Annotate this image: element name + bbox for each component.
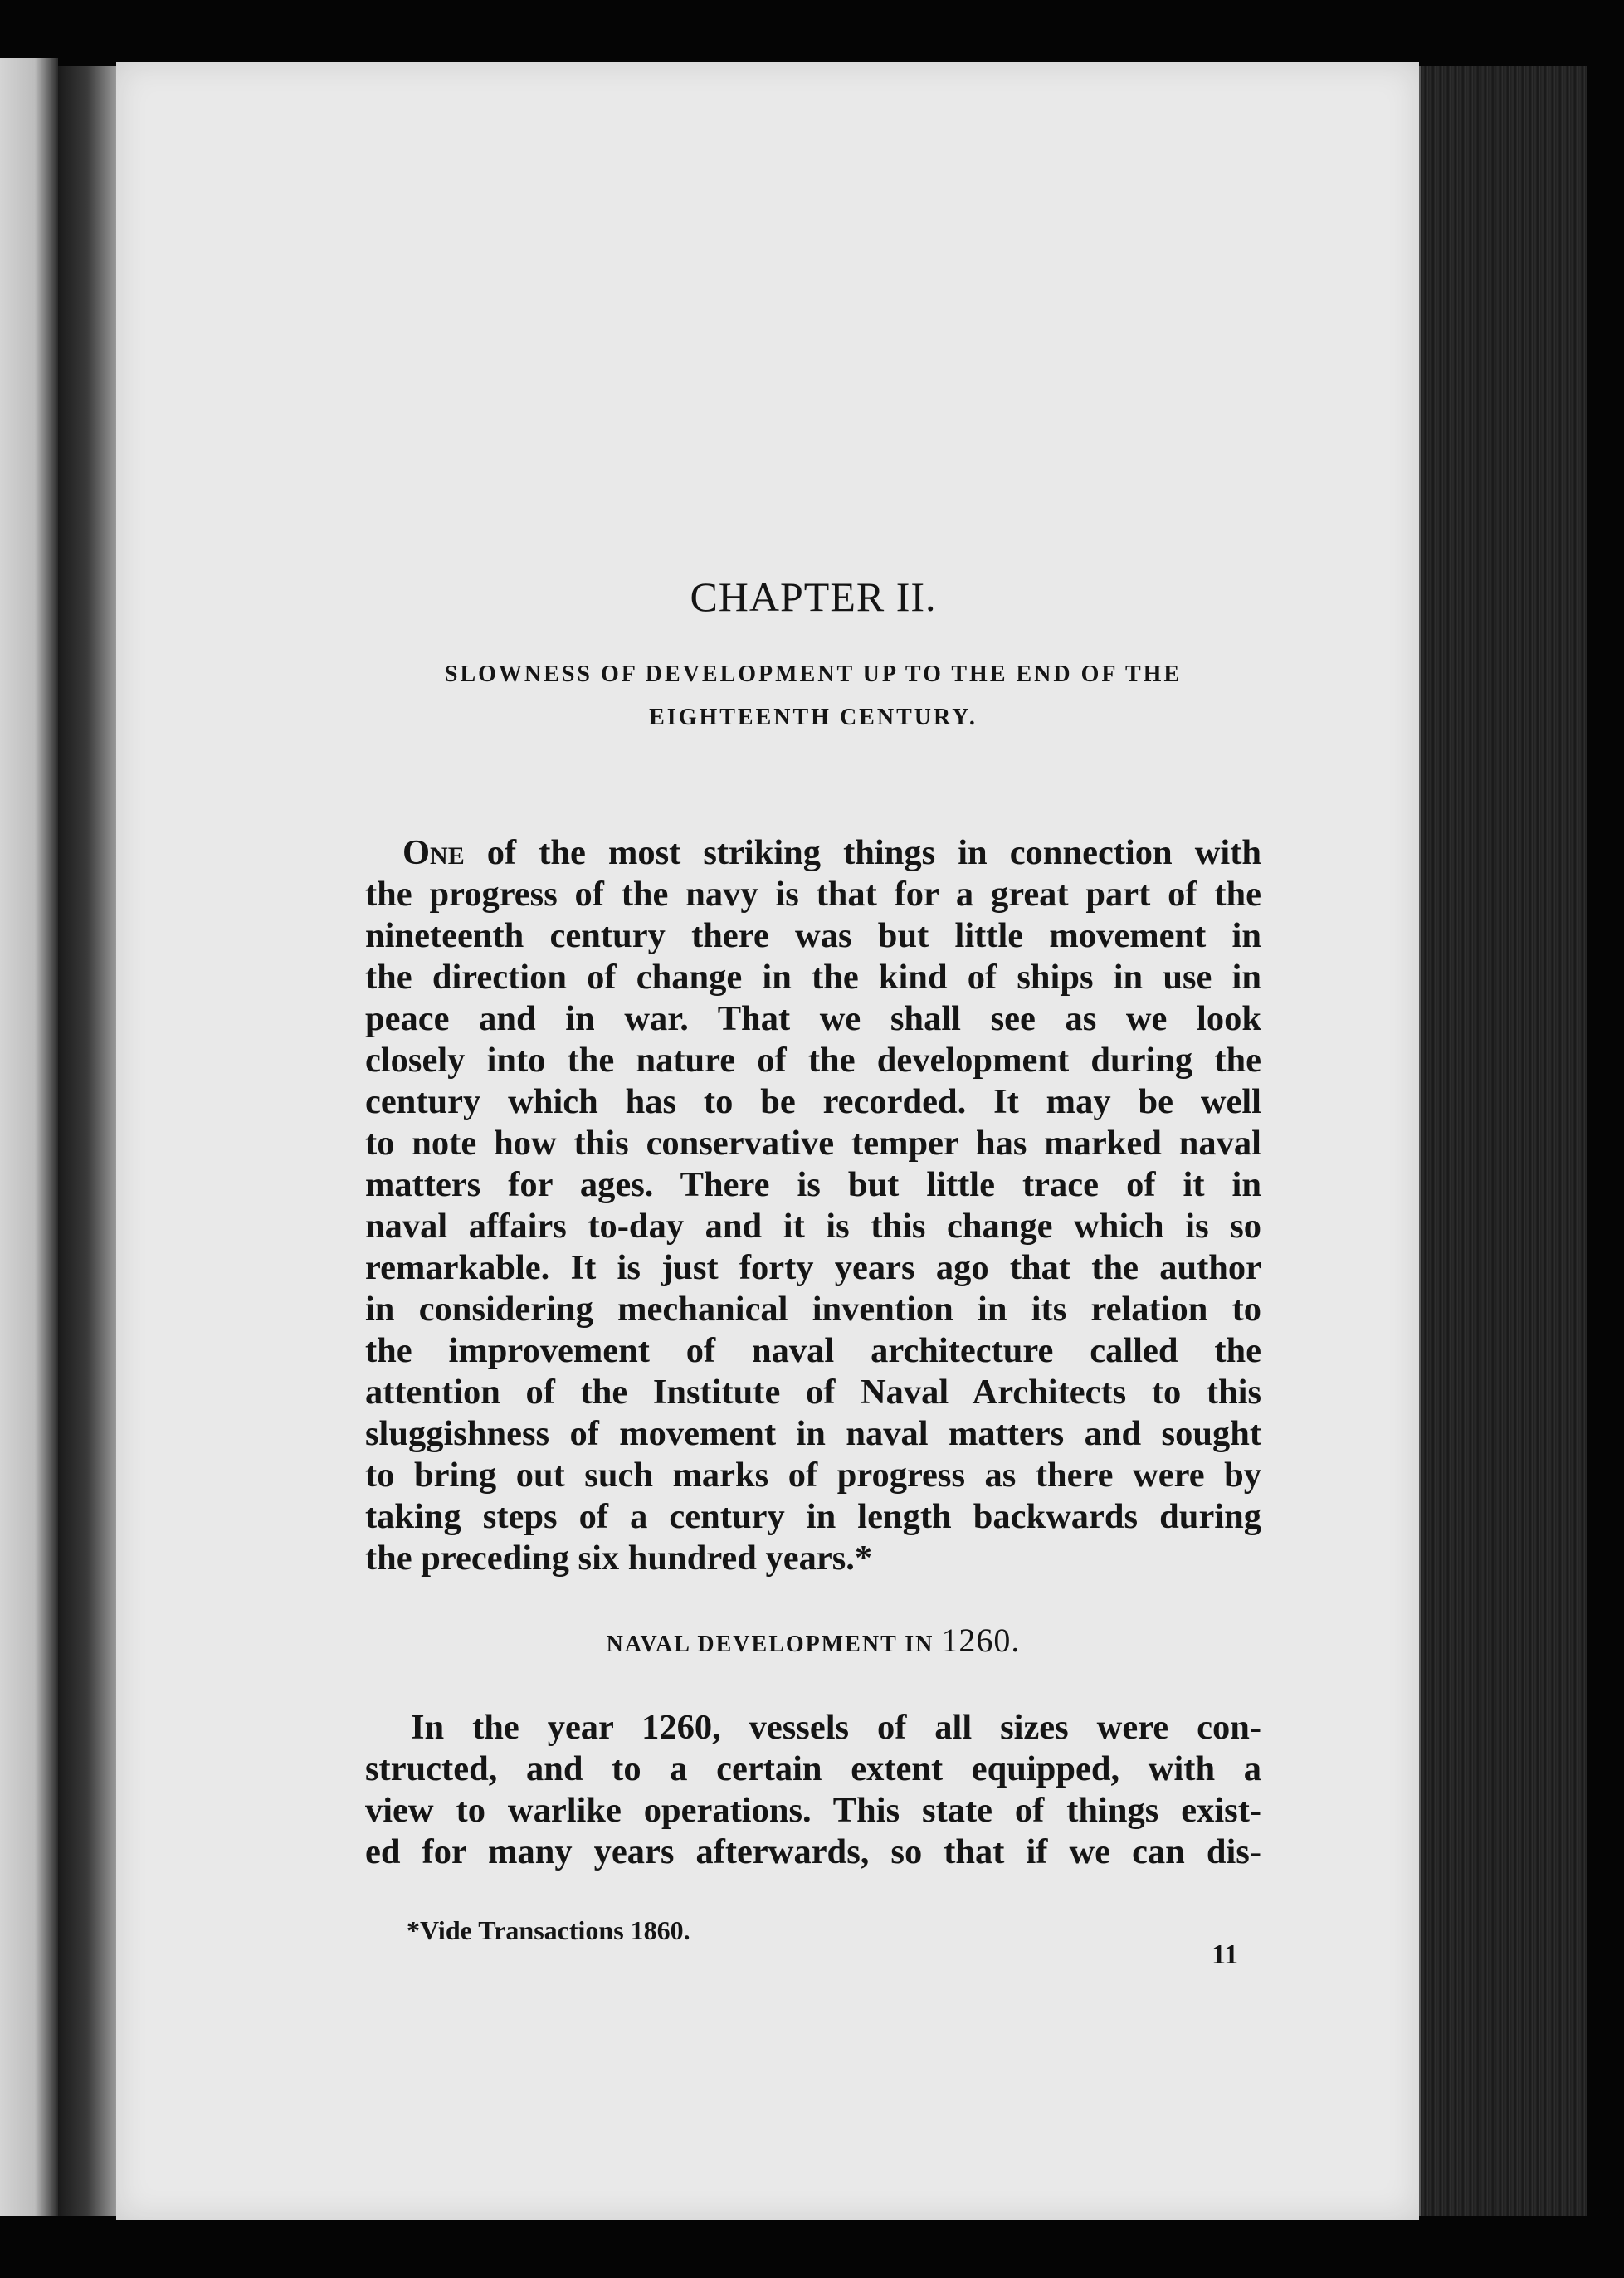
chapter-subtitle-line-2: EIGHTEENTH CENTURY.	[649, 705, 978, 730]
paragraph-line: century which has to be recorded. It may be well	[365, 1082, 1261, 1121]
paragraph-line: nineteenth century there was but little movement in	[365, 916, 1261, 955]
paragraph-line: to note how this conservative temper has marked naval	[365, 1124, 1261, 1163]
paragraph-line: naval affairs to-day and it is this change which is so	[365, 1207, 1261, 1246]
page-number: 11	[1212, 1939, 1239, 1970]
paragraph-line: In the year 1260, vessels of all sizes were con-	[411, 1708, 1261, 1747]
paragraph-line: in considering mechanical invention in its relation to	[365, 1290, 1261, 1329]
paragraph-line: closely into the nature of the development during the	[365, 1041, 1261, 1080]
drop-word: One	[402, 833, 465, 872]
paragraph-line: matters for ages. There is but little trace of it in	[365, 1165, 1261, 1204]
paragraph-line: One of the most striking things in connection with	[402, 833, 1261, 872]
paragraph-line: the improvement of naval architecture called the	[365, 1331, 1261, 1370]
chapter-subtitle-line-1: SLOWNESS OF DEVELOPMENT UP TO THE END OF THE	[444, 661, 1183, 687]
chapter-title: CHAPTER II.	[690, 573, 937, 620]
paragraph-line: ed for many years afterwards, so that if we can dis-	[365, 1832, 1261, 1871]
section-heading-year: 1260.	[941, 1622, 1021, 1659]
paragraph-line: the direction of change in the kind of ships in use in	[365, 958, 1261, 997]
paragraph-line: remarkable. It is just forty years ago that the author	[365, 1248, 1261, 1287]
page-stack-edges	[1419, 66, 1587, 2216]
chapter-subtitle	[353, 653, 1274, 739]
paragraph-line: attention of the Institute of Naval Architects to this	[365, 1373, 1261, 1412]
section-heading-text: NAVAL DEVELOPMENT IN	[606, 1632, 942, 1657]
paragraph-line: taking steps of a century in length backwards during	[365, 1497, 1261, 1536]
paragraph-2	[365, 1707, 1261, 1873]
section-heading	[365, 1621, 1261, 1660]
paragraph-line: the preceding six hundred years.*	[365, 1539, 873, 1578]
book-page	[116, 62, 1419, 2220]
paragraph-line: view to warlike operations. This state of things exist-	[365, 1791, 1261, 1830]
paragraph-line: the progress of the navy is that for a great part of the	[365, 875, 1261, 914]
paragraph-line: structed, and to a certain extent equipped, with a	[365, 1749, 1261, 1788]
paragraph-1	[365, 832, 1261, 1579]
paragraph-line: peace and in war. That we shall see as we look	[365, 999, 1261, 1038]
book-gutter	[58, 66, 116, 2216]
footnote: *Vide Transactions 1860.	[407, 1915, 690, 1945]
facing-page-edge	[0, 58, 58, 2216]
paragraph-line: sluggishness of movement in naval matters and sought	[365, 1414, 1261, 1453]
paragraph-line: to bring out such marks of progress as there were by	[365, 1456, 1261, 1495]
